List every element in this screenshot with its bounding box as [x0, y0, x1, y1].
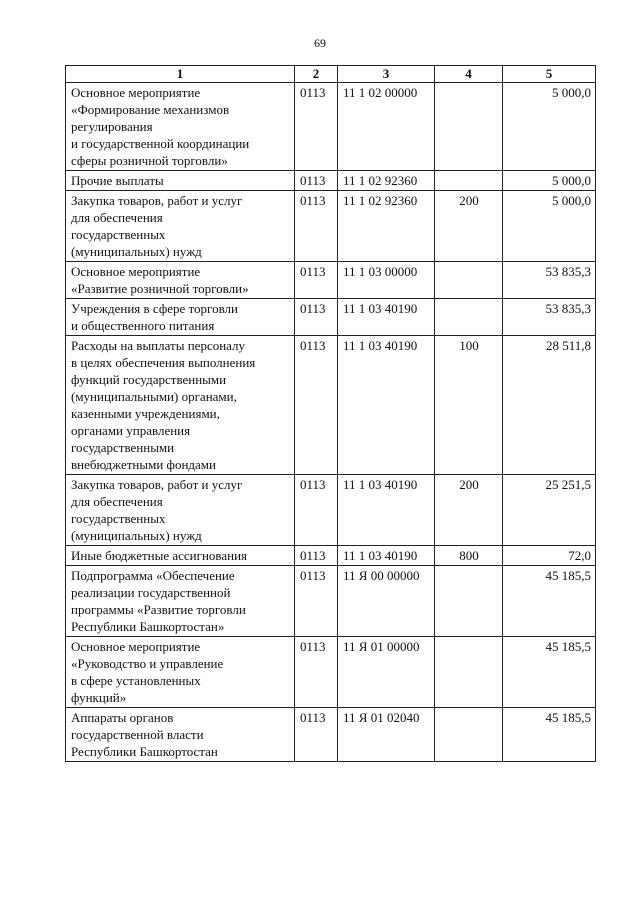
page-number: 69	[314, 36, 326, 50]
header-col-5: 5	[503, 66, 596, 83]
row-expense-type	[435, 637, 503, 708]
table-row	[66, 191, 596, 262]
row-name: Закупка товаров, работ и услуг для обеспечения государственных (муниципальных) нужд	[66, 191, 295, 262]
row-section-code: 0113	[295, 566, 338, 637]
row-name: Иные бюджетные ассигнования	[66, 546, 295, 566]
row-amount: 5 000,0	[503, 191, 596, 262]
header-col-1: 1	[66, 66, 295, 83]
row-target-code: 11 Я 01 00000	[338, 637, 435, 708]
table-row	[66, 475, 596, 546]
row-amount: 45 185,5	[503, 708, 596, 762]
row-amount: 25 251,5	[503, 475, 596, 546]
row-section-code: 0113	[295, 83, 338, 171]
row-target-code: 11 1 03 40190	[338, 475, 435, 546]
row-amount: 45 185,5	[503, 566, 596, 637]
row-target-code: 11 1 02 00000	[338, 83, 435, 171]
budget-table	[65, 65, 596, 762]
row-section-code: 0113	[295, 637, 338, 708]
row-target-code: 11 1 03 00000	[338, 262, 435, 299]
row-amount: 53 835,3	[503, 299, 596, 336]
row-expense-type: 100	[435, 336, 503, 475]
header-row	[66, 66, 596, 83]
table-row	[66, 262, 596, 299]
row-section-code: 0113	[295, 546, 338, 566]
row-name: Основное мероприятие «Формирование механизмов регулирования и государственной координации сферы розничной торговли»	[66, 83, 295, 171]
row-amount: 5 000,0	[503, 83, 596, 171]
row-name: Подпрограмма «Обеспечение реализации государственной программы «Развитие торговли Республики Башкортостан»	[66, 566, 295, 637]
row-expense-type	[435, 566, 503, 637]
table-row	[66, 336, 596, 475]
row-target-code: 11 Я 00 00000	[338, 566, 435, 637]
header-col-3: 3	[338, 66, 435, 83]
row-section-code: 0113	[295, 191, 338, 262]
row-target-code: 11 1 02 92360	[338, 191, 435, 262]
row-target-code: 11 1 02 92360	[338, 171, 435, 191]
row-expense-type: 200	[435, 191, 503, 262]
row-section-code: 0113	[295, 171, 338, 191]
row-expense-type	[435, 299, 503, 336]
table-row	[66, 546, 596, 566]
row-expense-type: 200	[435, 475, 503, 546]
row-name: Учреждения в сфере торговли и общественного питания	[66, 299, 295, 336]
row-expense-type: 800	[435, 546, 503, 566]
row-amount: 28 511,8	[503, 336, 596, 475]
row-amount: 45 185,5	[503, 637, 596, 708]
row-name: Основное мероприятие «Руководство и управление в сфере установленных функций»	[66, 637, 295, 708]
row-expense-type	[435, 262, 503, 299]
table-row	[66, 299, 596, 336]
header-col-2: 2	[295, 66, 338, 83]
row-amount: 5 000,0	[503, 171, 596, 191]
table-row	[66, 83, 596, 171]
table-row	[66, 637, 596, 708]
row-amount: 53 835,3	[503, 262, 596, 299]
row-section-code: 0113	[295, 299, 338, 336]
row-section-code: 0113	[295, 262, 338, 299]
row-target-code: 11 1 03 40190	[338, 546, 435, 566]
row-amount: 72,0	[503, 546, 596, 566]
row-target-code: 11 1 03 40190	[338, 336, 435, 475]
row-name: Аппараты органов государственной власти Республики Башкортостан	[66, 708, 295, 762]
row-section-code: 0113	[295, 708, 338, 762]
row-name: Расходы на выплаты персоналу в целях обеспечения выполнения функций государственными (муниципальными) органами, казенными учреждениями, органами управления государственными внебюджетными фондами	[66, 336, 295, 475]
row-target-code: 11 Я 01 02040	[338, 708, 435, 762]
header-col-4: 4	[435, 66, 503, 83]
row-name: Закупка товаров, работ и услуг для обеспечения государственных (муниципальных) нужд	[66, 475, 295, 546]
row-section-code: 0113	[295, 475, 338, 546]
row-expense-type	[435, 171, 503, 191]
row-name: Основное мероприятие «Развитие розничной торговли»	[66, 262, 295, 299]
row-target-code: 11 1 03 40190	[338, 299, 435, 336]
table-row	[66, 171, 596, 191]
row-name: Прочие выплаты	[66, 171, 295, 191]
row-section-code: 0113	[295, 336, 338, 475]
table-row	[66, 708, 596, 762]
table-row	[66, 566, 596, 637]
row-expense-type	[435, 708, 503, 762]
row-expense-type	[435, 83, 503, 171]
